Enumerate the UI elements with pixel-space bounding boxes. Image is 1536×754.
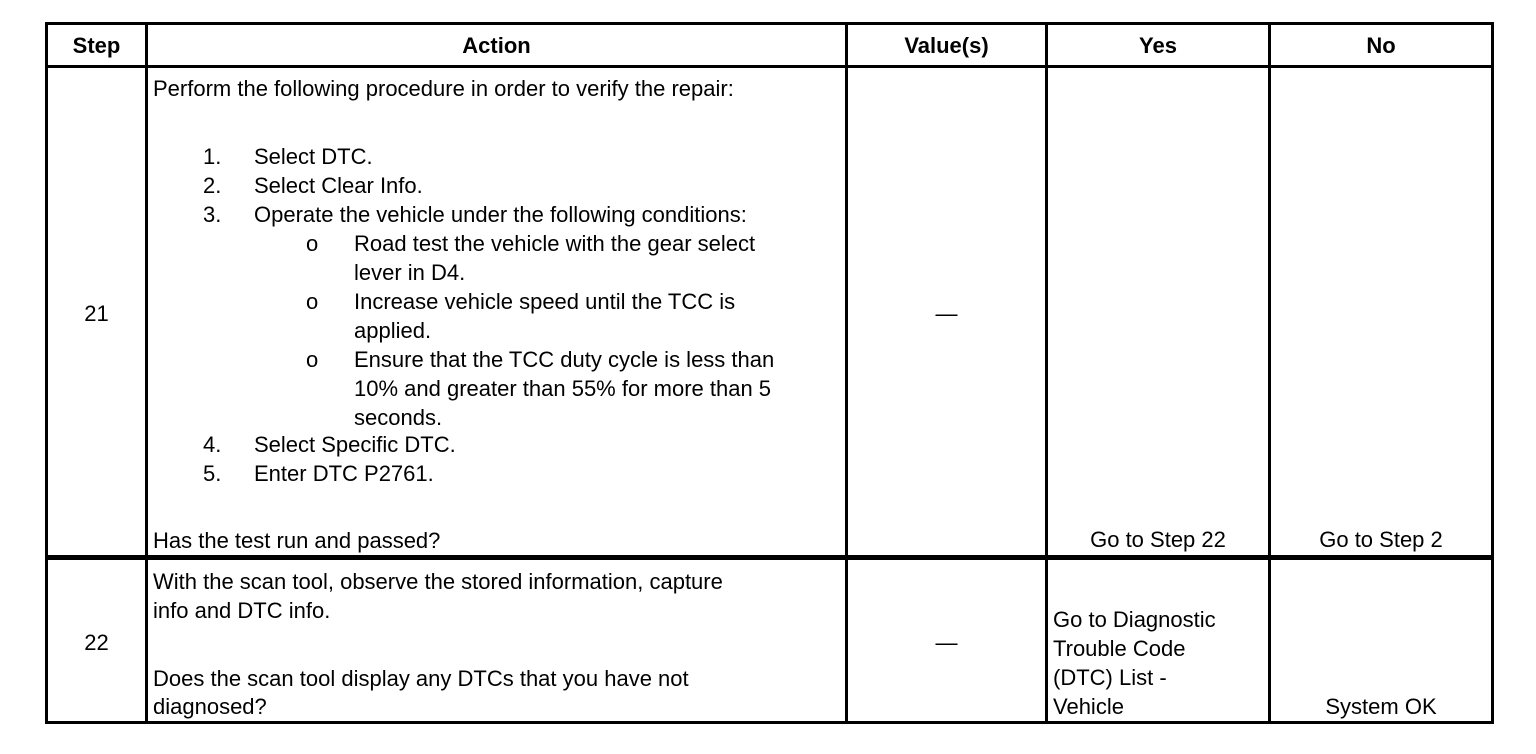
header-step: Step — [72, 33, 121, 58]
sub-item-line: seconds. — [354, 405, 443, 430]
sub-item-line: lever in D4. — [354, 260, 466, 285]
sub-item-line: Ensure that the TCC duty cycle is less than — [354, 347, 775, 372]
no-cell: Go to Step 2 — [1319, 527, 1443, 552]
action-question-line: diagnosed? — [153, 694, 267, 719]
sub-item-line: 10% and greater than 55% for more than 5 — [354, 376, 772, 401]
action-question: Has the test run and passed? — [153, 528, 441, 553]
list-number: 2. — [203, 173, 222, 198]
list-number: 3. — [203, 202, 222, 227]
yes-cell-line: Vehicle — [1053, 694, 1124, 719]
sub-bullet: o — [306, 231, 319, 256]
list-item: Select DTC. — [254, 144, 373, 169]
action-intro-line: info and DTC info. — [153, 598, 331, 623]
list-item: Select Clear Info. — [254, 173, 423, 198]
diagnostic-table — [45, 22, 1494, 724]
list-item: Enter DTC P2761. — [254, 461, 434, 486]
list-number: 5. — [203, 461, 222, 486]
header-no: No — [1366, 33, 1396, 58]
value-cell: — — [935, 301, 958, 326]
step-number: 22 — [84, 630, 109, 655]
row-divider — [48, 555, 1491, 560]
action-question-line: Does the scan tool display any DTCs that you have not — [153, 666, 689, 691]
yes-cell-line: Go to Diagnostic — [1053, 607, 1216, 632]
list-item: Operate the vehicle under the following conditions: — [254, 202, 747, 227]
yes-cell: Go to Step 22 — [1090, 527, 1226, 552]
step-number: 21 — [84, 301, 109, 326]
no-cell: System OK — [1325, 694, 1437, 719]
sub-bullet: o — [306, 347, 319, 372]
header-yes: Yes — [1139, 33, 1177, 58]
sub-bullet: o — [306, 289, 319, 314]
column-divider — [1268, 25, 1271, 721]
sub-item-line: Increase vehicle speed until the TCC is — [354, 289, 736, 314]
yes-cell-line: (DTC) List - — [1053, 665, 1167, 690]
header-action: Action — [462, 33, 531, 58]
column-divider — [145, 25, 148, 721]
column-divider — [845, 25, 848, 721]
column-divider — [1045, 25, 1048, 721]
list-number: 1. — [203, 144, 222, 169]
list-number: 4. — [203, 432, 222, 457]
action-intro-line: With the scan tool, observe the stored information, capture — [153, 569, 723, 594]
list-item: Select Specific DTC. — [254, 432, 456, 457]
action-intro: Perform the following procedure in order to verify the repair: — [153, 76, 734, 101]
sub-item-line: applied. — [354, 318, 432, 343]
header-values: Value(s) — [904, 33, 989, 58]
sub-item-line: Road test the vehicle with the gear select — [354, 231, 756, 256]
yes-cell-line: Trouble Code — [1053, 636, 1186, 661]
value-cell: — — [935, 630, 958, 655]
